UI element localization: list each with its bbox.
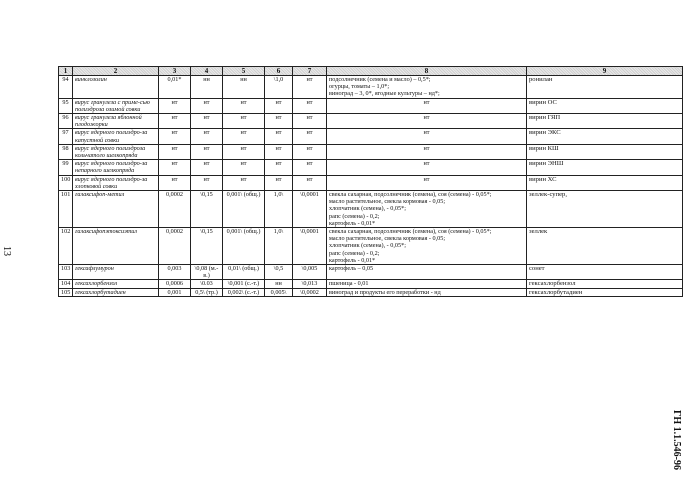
value-cell-col4: нт bbox=[191, 160, 223, 175]
column-header-3: 3 bbox=[159, 67, 191, 76]
value-cell-col5: \0,001 (с.-т.) bbox=[223, 280, 265, 288]
products-cell bbox=[327, 288, 527, 296]
value-cell-col3: нт bbox=[159, 114, 191, 129]
table-row bbox=[59, 191, 683, 228]
product-line: свекла сахарная, подсолнечник (семена), соя (семена) - 0,05*; bbox=[329, 191, 492, 199]
preparation-cell: сонет bbox=[527, 265, 683, 280]
column-header-9: 9 bbox=[527, 67, 683, 76]
substance-name-cell: гексафлумурон bbox=[73, 265, 159, 280]
products-cell bbox=[327, 191, 527, 228]
column-header-6: 6 bbox=[265, 67, 293, 76]
value-cell-col6: 1,0\ bbox=[265, 191, 293, 228]
table-row bbox=[59, 160, 683, 175]
preparation-cell: вирин ЭКС bbox=[527, 129, 683, 144]
table-row bbox=[59, 129, 683, 144]
column-header-7: 7 bbox=[293, 67, 327, 76]
products-cell bbox=[327, 129, 527, 144]
product-line: рапс (семена) - 0,2; bbox=[329, 249, 380, 257]
products-cell bbox=[327, 160, 527, 175]
product-line: нт bbox=[423, 144, 430, 152]
product-line: масло растительное, свекла кормовая - 0,05; bbox=[329, 198, 446, 206]
preparation-cell: зеллек bbox=[527, 228, 683, 265]
value-cell-col6: нн bbox=[265, 280, 293, 288]
product-line: свекла сахарная, подсолнечник (семена), соя (семена) - 0,05*; bbox=[329, 228, 492, 236]
product-line: огурцы, томаты – 1,0*; bbox=[329, 83, 390, 91]
document-code: ГН 1.1.546-96 bbox=[671, 410, 682, 470]
table-row bbox=[59, 280, 683, 288]
substance-name-cell: вирус гранулеза с приме-сью полиэдроза озимой совки bbox=[73, 98, 159, 113]
products-cell bbox=[327, 98, 527, 113]
row-number-cell: 103 bbox=[59, 265, 73, 280]
table-row bbox=[59, 288, 683, 296]
preparation-cell: гексахлорбутадиен bbox=[527, 288, 683, 296]
column-header-5: 5 bbox=[223, 67, 265, 76]
row-number-cell: 95 bbox=[59, 98, 73, 113]
product-line: картофель - 0,01* bbox=[329, 256, 376, 264]
value-cell-col3: 0,0002 bbox=[159, 228, 191, 265]
value-cell-col5: 0,001\ (общ.) bbox=[223, 191, 265, 228]
value-cell-col6: 1,0\ bbox=[265, 228, 293, 265]
value-cell-col7: нт bbox=[293, 76, 327, 99]
product-line: подсолнечник (семена и масло) – 0,5*; bbox=[329, 76, 431, 83]
product-line: нт bbox=[423, 160, 430, 168]
products-cell bbox=[327, 76, 527, 99]
products-cell bbox=[327, 228, 527, 265]
row-number-cell: 100 bbox=[59, 175, 73, 190]
value-cell-col6: 0,005\ bbox=[265, 288, 293, 296]
value-cell-col4: 0,5\ (тр.) bbox=[191, 288, 223, 296]
substance-name-cell: вирус ядерного полиэдро-за непарного шелкопряда bbox=[73, 160, 159, 175]
preparation-cell: вирин ЭНШ bbox=[527, 160, 683, 175]
value-cell-col6: нт bbox=[265, 175, 293, 190]
row-number-cell: 105 bbox=[59, 288, 73, 296]
table-row bbox=[59, 76, 683, 99]
column-header-8: 8 bbox=[327, 67, 527, 76]
value-cell-col7: \0,0001 bbox=[293, 228, 327, 265]
row-number-cell: 102 bbox=[59, 228, 73, 265]
value-cell-col5: 0,01\ (общ.) bbox=[223, 265, 265, 280]
preparation-cell: ронилан bbox=[527, 76, 683, 99]
table-body bbox=[59, 76, 683, 297]
row-number-cell: 96 bbox=[59, 114, 73, 129]
product-line: картофель - 0,01* bbox=[329, 219, 376, 227]
value-cell-col3: 0,0006 bbox=[159, 280, 191, 288]
value-cell-col4: \0,08 (м.-в.) bbox=[191, 265, 223, 280]
value-cell-col4: нт bbox=[191, 144, 223, 159]
preparation-cell: вирин ХС bbox=[527, 175, 683, 190]
substance-name-cell: винклозолин bbox=[73, 76, 159, 99]
table-row bbox=[59, 98, 683, 113]
value-cell-col7: нт bbox=[293, 144, 327, 159]
row-number-cell: 97 bbox=[59, 129, 73, 144]
row-number-cell: 101 bbox=[59, 191, 73, 228]
products-cell bbox=[327, 280, 527, 288]
products-cell bbox=[327, 265, 527, 280]
row-number-cell: 104 bbox=[59, 280, 73, 288]
value-cell-col7: \0,013 bbox=[293, 280, 327, 288]
substance-name-cell: вирус ядерного полиэдро-за капустной совки bbox=[73, 129, 159, 144]
preparation-cell: гексахлорбензол bbox=[527, 280, 683, 288]
value-cell-col4: нт bbox=[191, 98, 223, 113]
column-header-4: 4 bbox=[191, 67, 223, 76]
value-cell-col7: нт bbox=[293, 98, 327, 113]
hygiene-standards-table bbox=[58, 66, 683, 297]
products-cell bbox=[327, 144, 527, 159]
value-cell-col5: нт bbox=[223, 98, 265, 113]
product-line: масло растительное, свекла кормовая - 0,05; bbox=[329, 235, 446, 243]
value-cell-col4: нт bbox=[191, 114, 223, 129]
substance-name-cell: галаксифоп-метил bbox=[73, 191, 159, 228]
product-line: виноград и продукты его переработки - нд bbox=[329, 288, 441, 296]
value-cell-col4: нт bbox=[191, 175, 223, 190]
row-number-cell: 94 bbox=[59, 76, 73, 99]
substance-name-cell: гексахлорбутадиен bbox=[73, 288, 159, 296]
table-header-row bbox=[59, 67, 683, 76]
product-line: нт bbox=[423, 98, 430, 106]
column-header-2: 2 bbox=[73, 67, 159, 76]
value-cell-col7: \0,005 bbox=[293, 265, 327, 280]
product-line: пшеница - 0,01 bbox=[329, 280, 369, 288]
value-cell-col5: нт bbox=[223, 144, 265, 159]
product-line: нт bbox=[423, 175, 430, 183]
value-cell-col3: 0,01* bbox=[159, 76, 191, 99]
value-cell-col6: нт bbox=[265, 144, 293, 159]
value-cell-col3: нт bbox=[159, 98, 191, 113]
value-cell-col7: нт bbox=[293, 129, 327, 144]
value-cell-col3: нт bbox=[159, 175, 191, 190]
substance-name-cell: вирус ядерного полиэдро-за хлопковой совки bbox=[73, 175, 159, 190]
product-line: хлопчатник (семена), - 0,05*; bbox=[329, 242, 406, 250]
page-number: 13 bbox=[1, 246, 12, 256]
substance-name-cell: гексахлорбензол bbox=[73, 280, 159, 288]
table-row bbox=[59, 175, 683, 190]
value-cell-col3: нт bbox=[159, 160, 191, 175]
value-cell-col3: нт bbox=[159, 144, 191, 159]
value-cell-col4: нн bbox=[191, 76, 223, 99]
product-line: картофель – 0,05 bbox=[329, 265, 374, 273]
substance-name-cell: вирус гранулеза яблонной плодожорки bbox=[73, 114, 159, 129]
table-row bbox=[59, 228, 683, 265]
value-cell-col6: \1,0 bbox=[265, 76, 293, 99]
value-cell-col3: 0,0002 bbox=[159, 191, 191, 228]
value-cell-col5: нн bbox=[223, 76, 265, 99]
row-number-cell: 98 bbox=[59, 144, 73, 159]
preparation-cell: вирин КШ bbox=[527, 144, 683, 159]
value-cell-col7: \0,0001 bbox=[293, 191, 327, 228]
product-line: виноград – 3, 0*, ягодные культуры – нд*; bbox=[329, 90, 440, 98]
value-cell-col6: нт bbox=[265, 129, 293, 144]
value-cell-col5: 0,002\ (с.-т.) bbox=[223, 288, 265, 296]
value-cell-col7: нт bbox=[293, 114, 327, 129]
value-cell-col6: нт bbox=[265, 114, 293, 129]
value-cell-col5: нт bbox=[223, 175, 265, 190]
value-cell-col7: нт bbox=[293, 175, 327, 190]
value-cell-col7: \0,0002 bbox=[293, 288, 327, 296]
value-cell-col5: нт bbox=[223, 160, 265, 175]
substance-name-cell: вирус ядерного полиэдроза кольчатого шелкопряда bbox=[73, 144, 159, 159]
product-line: нт bbox=[423, 114, 430, 122]
row-number-cell: 99 bbox=[59, 160, 73, 175]
value-cell-col7: нт bbox=[293, 160, 327, 175]
value-cell-col5: нт bbox=[223, 129, 265, 144]
products-cell bbox=[327, 114, 527, 129]
value-cell-col4: \0,15 bbox=[191, 191, 223, 228]
value-cell-col4: нт bbox=[191, 129, 223, 144]
table-row bbox=[59, 144, 683, 159]
value-cell-col4: \0.03 bbox=[191, 280, 223, 288]
value-cell-col6: \0,5 bbox=[265, 265, 293, 280]
products-cell bbox=[327, 175, 527, 190]
substance-name-cell: галаксифопэтоксиэтил bbox=[73, 228, 159, 265]
value-cell-col5: 0,001\ (общ.) bbox=[223, 228, 265, 265]
product-line: нт bbox=[423, 129, 430, 137]
preparation-cell: вирин ОС bbox=[527, 98, 683, 113]
table-row bbox=[59, 114, 683, 129]
preparation-cell: вирин ГЯП bbox=[527, 114, 683, 129]
value-cell-col6: нт bbox=[265, 160, 293, 175]
value-cell-col4: \0,15 bbox=[191, 228, 223, 265]
table-row bbox=[59, 265, 683, 280]
product-line: рапс (семена) - 0,2; bbox=[329, 212, 380, 220]
value-cell-col3: нт bbox=[159, 129, 191, 144]
preparation-cell: зеллек-супер, bbox=[527, 191, 683, 228]
value-cell-col5: нт bbox=[223, 114, 265, 129]
value-cell-col6: нт bbox=[265, 98, 293, 113]
value-cell-col3: 0,003 bbox=[159, 265, 191, 280]
value-cell-col3: 0,001 bbox=[159, 288, 191, 296]
column-header-1: 1 bbox=[59, 67, 73, 76]
product-line: хлопчатник (семена), - 0,05*; bbox=[329, 205, 406, 213]
